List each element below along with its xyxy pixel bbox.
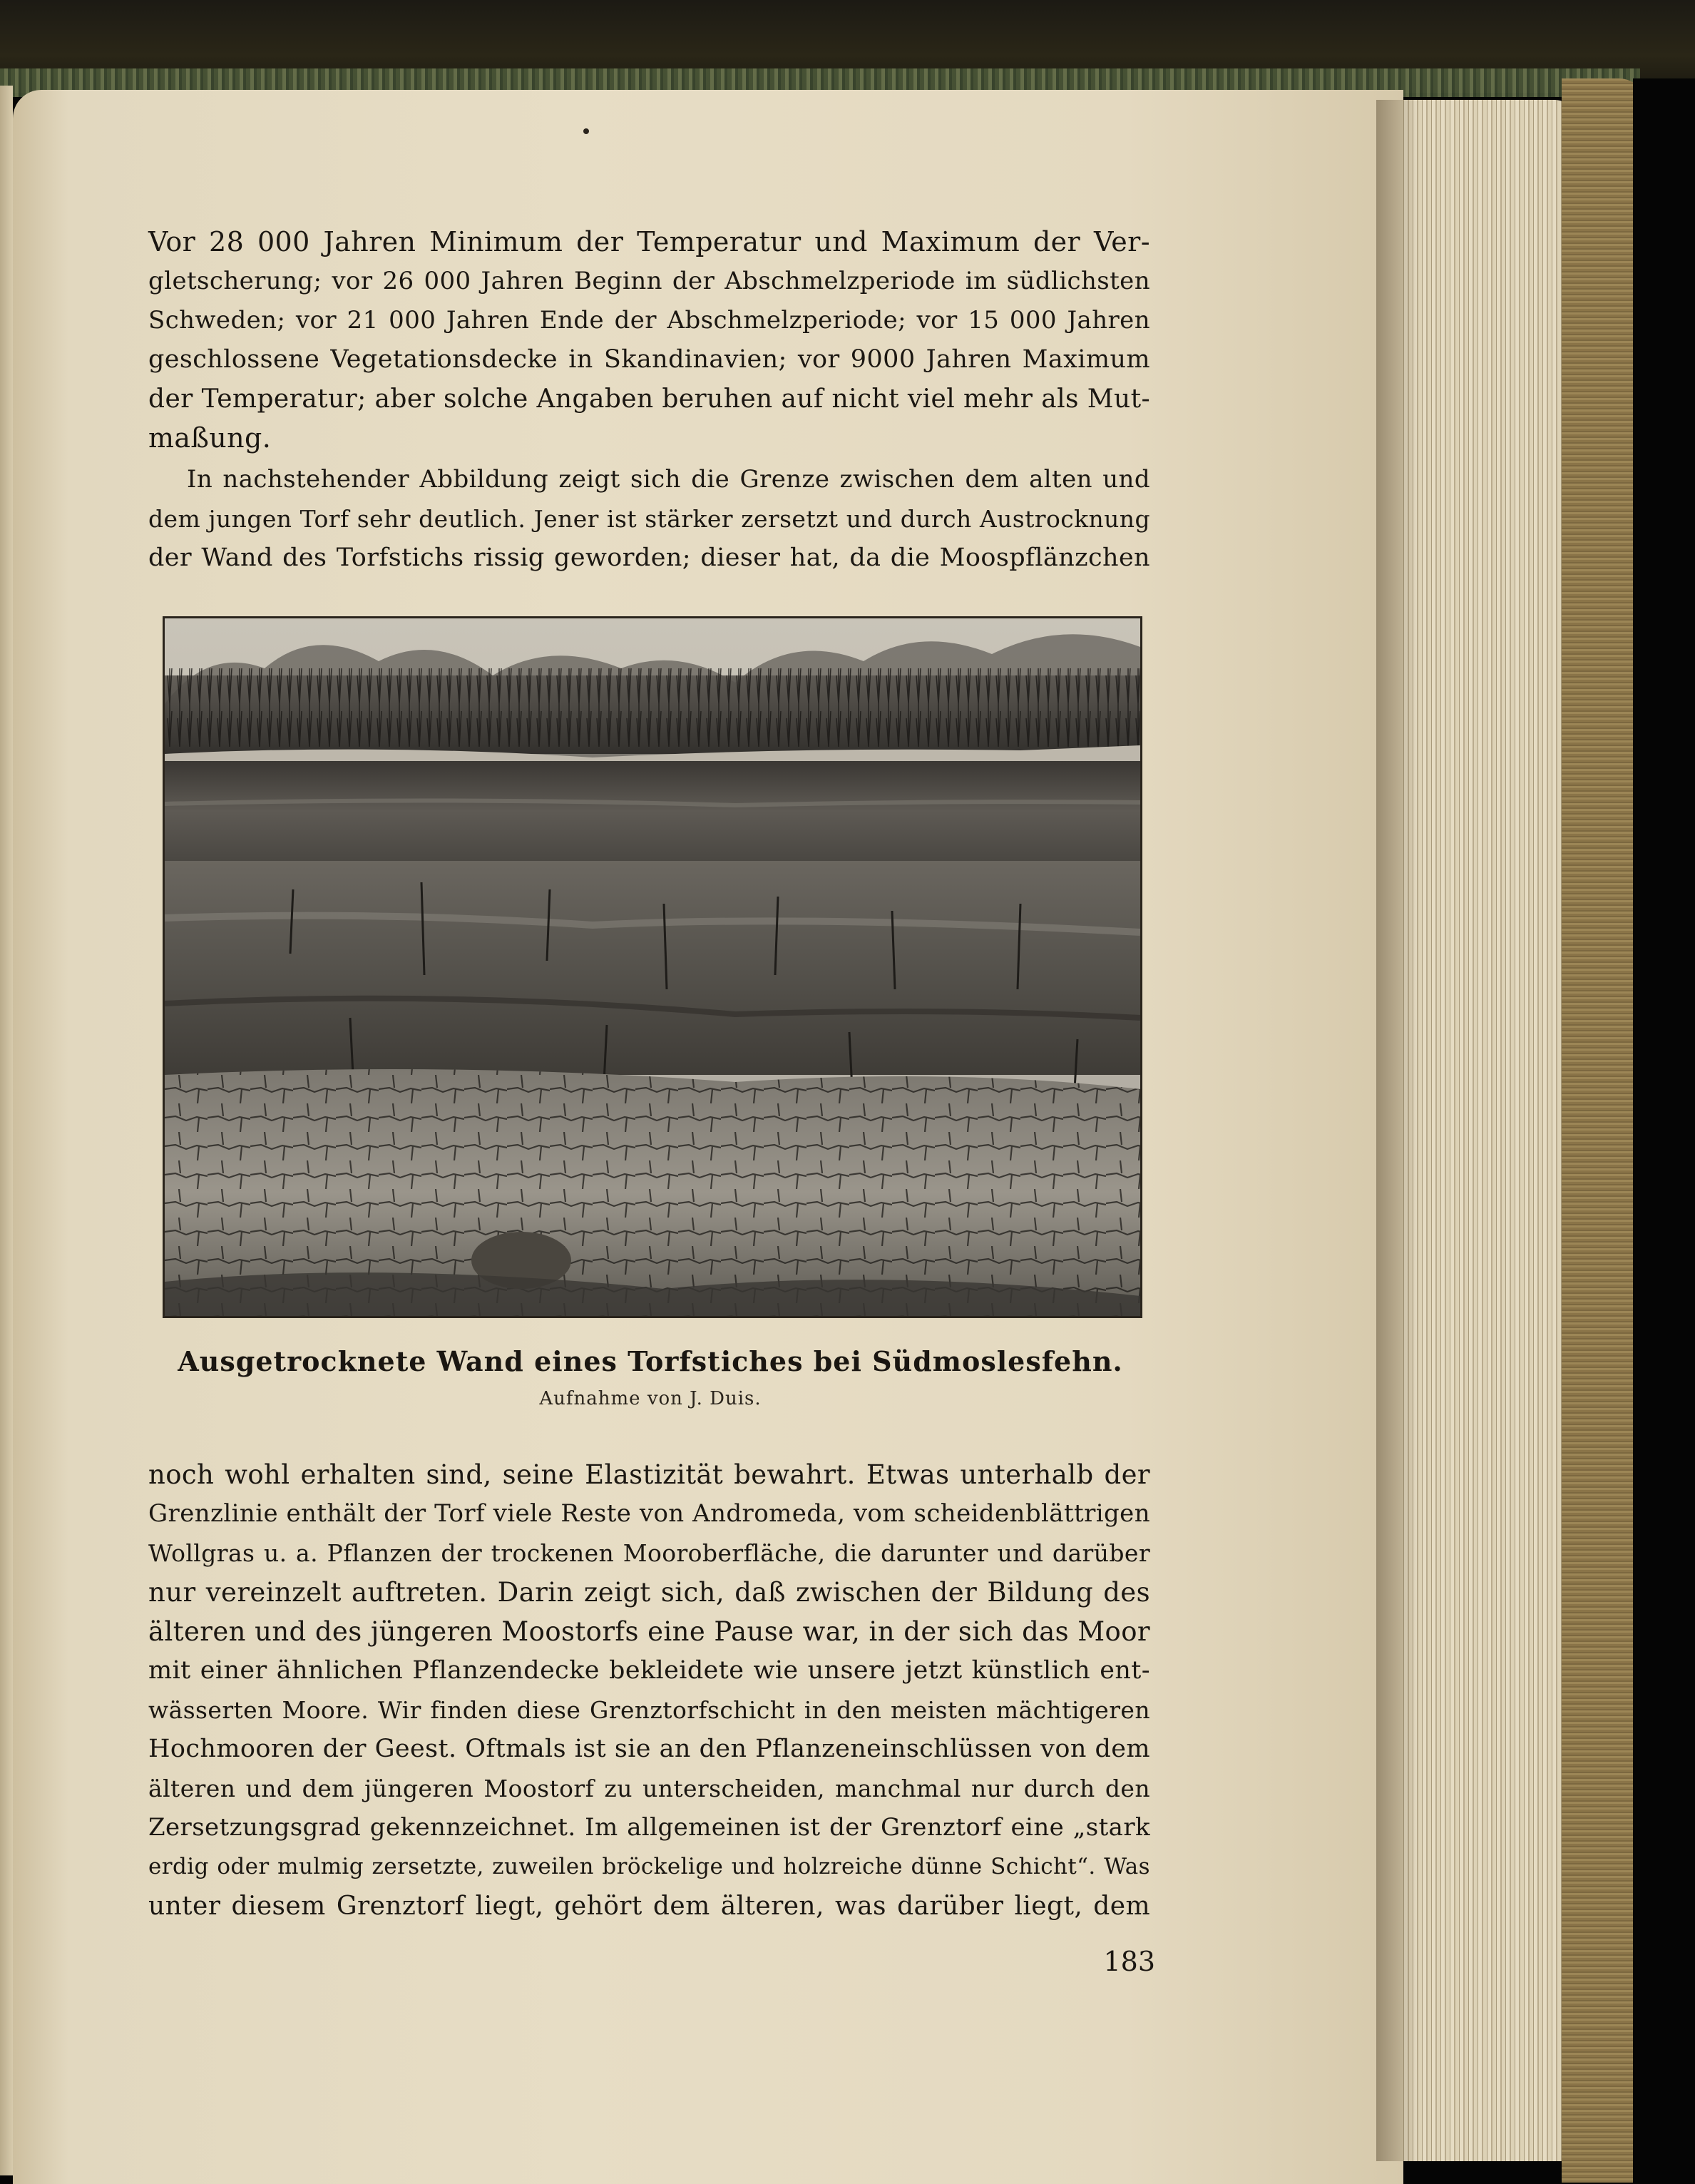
text-line: Wollgras u. a. Pflanzen der trockenen Mooroberfläche, die darunter und darüber <box>148 1539 1150 1567</box>
text-line: Schweden; vor 21 000 Jahren Ende der Abschmelzperiode; vor 15 000 Jahren <box>148 306 1150 335</box>
text-line: der Temperatur; aber solche Angaben beruhen auf nicht viel mehr als Mut- <box>148 384 1151 414</box>
text-line: älteren und des jüngeren Moostorfs eine Pause war, in der sich das Moor <box>148 1616 1150 1647</box>
photo-credit: Aufnahme von J. Duis. <box>539 1388 762 1409</box>
text-line: gletscherung; vor 26 000 Jahren Beginn der Abschmelzperiode im südlichsten <box>148 267 1150 295</box>
text-line: Zersetzungsgrad gekennzeichnet. Im allgemeinen ist der Grenztorf eine „stark <box>148 1813 1150 1842</box>
text-line: erdig oder mulmig zersetzte, zuweilen bröckelige und holzreiche dünne Schicht“. Was <box>148 1854 1150 1879</box>
left-facing-page-edge <box>0 86 13 2175</box>
text-line: älteren und dem jüngeren Moostorf zu unterscheiden, manchmal nur durch den <box>148 1775 1150 1802</box>
text-line: der Wand des Torfstichs rissig geworden; dieser hat, da die Moospflänzchen <box>148 544 1150 572</box>
text-line: Vor 28 000 Jahren Minimum der Temperatur und Maximum der Ver- <box>148 226 1150 257</box>
text-line: nur vereinzelt auftreten. Darin zeigt sich, daß zwischen der Bildung des <box>148 1577 1150 1608</box>
figure-caption: Ausgetrocknete Wand eines Torfstiches bei Südmoslesfehn. <box>178 1345 1123 1377</box>
text-line: maßung. <box>148 422 272 454</box>
text-line: wässerten Moore. Wir finden diese Grenztorfschicht in den meisten mächtigeren <box>148 1696 1150 1724</box>
paper-fleck <box>583 128 589 134</box>
text-line: In nachstehender Abbildung zeigt sich die Grenze zwischen dem alten und <box>187 465 1150 494</box>
text-line: dem jungen Torf sehr deutlich. Jener ist stärker zersetzt und durch Austrocknung <box>148 505 1150 533</box>
text-line: Hochmooren der Geest. Oftmals ist sie an den Pflanzeneinschlüssen von dem <box>148 1735 1150 1763</box>
text-line: geschlossene Vegetationsdecke in Skandinavien; vor 9000 Jahren Maximum <box>148 345 1150 374</box>
text-line: unter diesem Grenztorf liegt, gehört dem älteren, was darüber liegt, dem <box>148 1892 1150 1921</box>
peat-wall-photograph <box>163 616 1142 1318</box>
page-number: 183 <box>1103 1946 1155 1977</box>
background-edge <box>1633 78 1695 2184</box>
text-line: Grenzlinie enthält der Torf viele Reste von Andromeda, vom scheidenblättrigen <box>148 1499 1150 1528</box>
text-line: mit einer ähnlichen Pflanzendecke bekleidete wie unsere jetzt künstlich ent- <box>148 1656 1150 1685</box>
text-line: noch wohl erhalten sind, seine Elastizität bewahrt. Etwas unterhalb der <box>148 1459 1150 1490</box>
gutter-shadow <box>1376 100 1419 2161</box>
